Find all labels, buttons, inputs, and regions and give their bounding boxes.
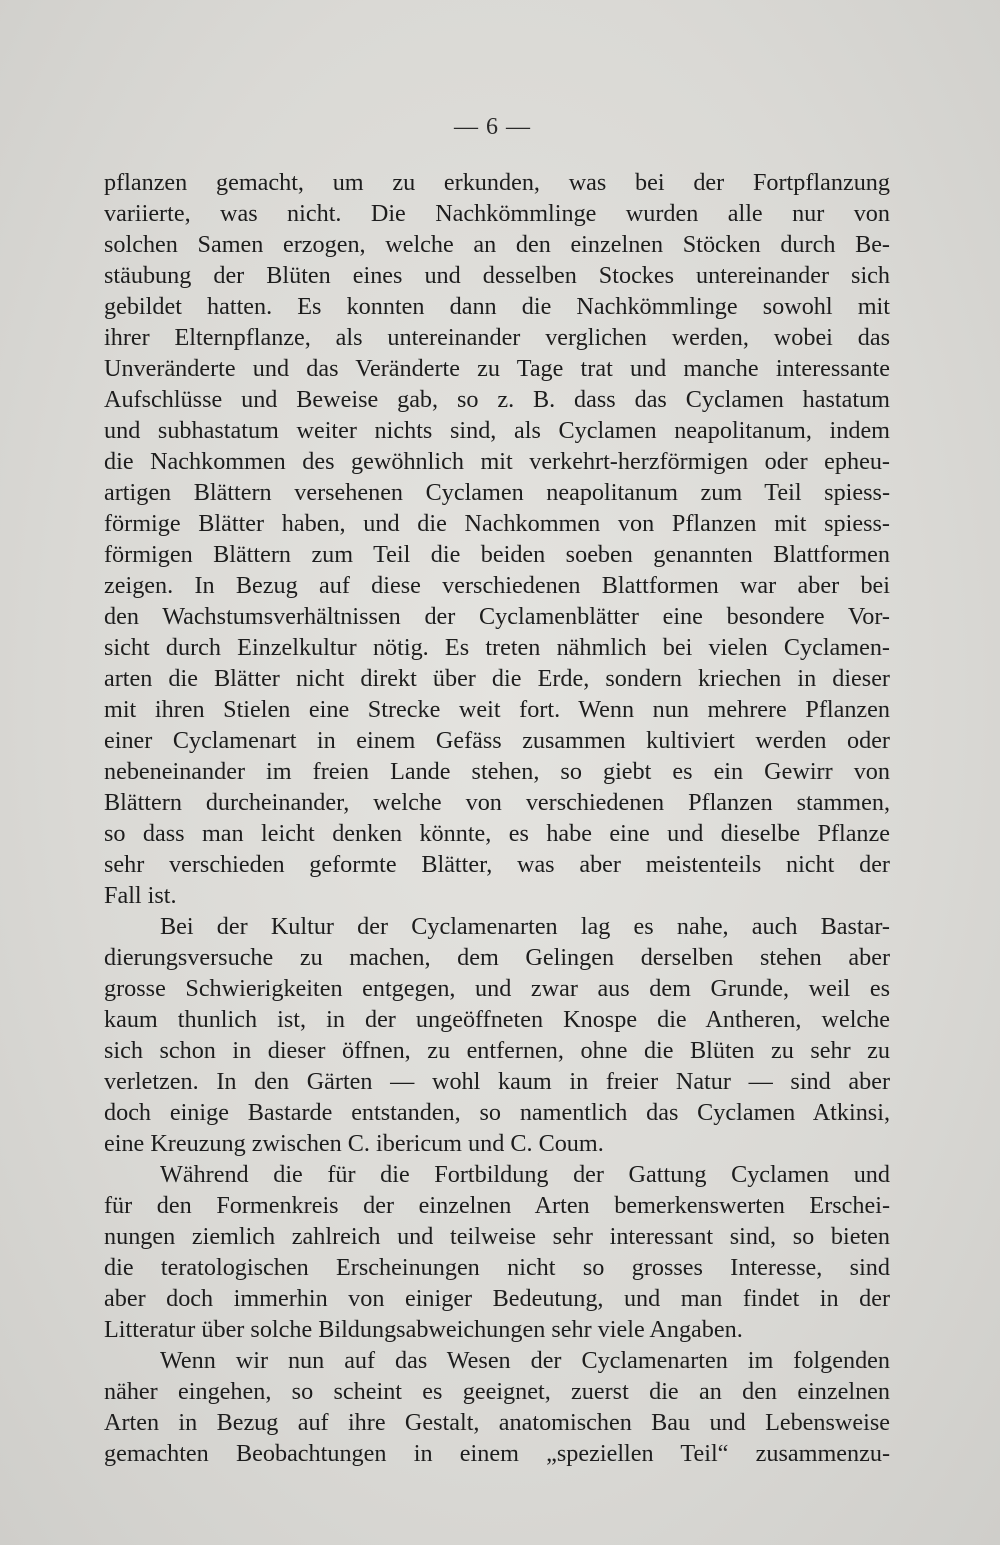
text-line: für den Formenkreis der einzelnen Arten bemerkenswerten Erschei- [104, 1192, 890, 1219]
text-line: nebeneinander im freien Lande stehen, so giebt es ein Gewirr von [104, 758, 890, 785]
text-line: sicht durch Einzelkultur nötig. Es treten nähmlich bei vielen Cyclamen- [104, 634, 890, 661]
text-line: Während die für die Fortbildung der Gattung Cyclamen und [160, 1161, 890, 1188]
text-line: solchen Samen erzogen, welche an den einzelnen Stöcken durch Be- [104, 231, 890, 258]
text-line: gemachten Beobachtungen in einem „speziellen Teil“ zusammenzu- [104, 1440, 890, 1467]
text-line: förmigen Blättern zum Teil die beiden soeben genannten Blattformen [104, 541, 890, 568]
text-line: verletzen. In den Gärten — wohl kaum in freier Natur — sind aber [104, 1068, 890, 1095]
text-line: die teratologischen Erscheinungen nicht so grosses Interesse, sind [104, 1254, 890, 1281]
text-line: Aufschlüsse und Beweise gab, so z. B. dass das Cyclamen hastatum [104, 386, 890, 413]
text-line: dierungsversuche zu machen, dem Gelingen derselben stehen aber [104, 944, 890, 971]
text-line: einer Cyclamenart in einem Gefäss zusammen kultiviert werden oder [104, 727, 890, 754]
text-line: aber doch immerhin von einiger Bedeutung, und man findet in der [104, 1285, 890, 1312]
body-text [104, 167, 890, 1469]
text-line: artigen Blättern versehenen Cyclamen neapolitanum zum Teil spiess- [104, 479, 890, 506]
text-line: den Wachstumsverhältnissen der Cyclamenblätter eine besondere Vor- [104, 603, 890, 630]
text-line: gebildet hatten. Es konnten dann die Nachkömmlinge sowohl mit [104, 293, 890, 320]
text-line: kaum thunlich ist, in der ungeöffneten Knospe die Antheren, welche [104, 1006, 890, 1033]
text-line: sich schon in dieser öffnen, zu entfernen, ohne die Blüten zu sehr zu [104, 1037, 890, 1064]
text-line: eine Kreuzung zwischen C. ibericum und C. Coum. [104, 1130, 604, 1157]
text-line: Unveränderte und das Veränderte zu Tage trat und manche interessante [104, 355, 890, 382]
text-line: Fall ist. [104, 882, 177, 909]
text-line: die Nachkommen des gewöhnlich mit verkehrt-herzförmigen oder epheu- [104, 448, 890, 475]
page-number: — 6 — [454, 114, 531, 140]
text-line: pflanzen gemacht, um zu erkunden, was bei der Fortpflanzung [104, 169, 890, 196]
text-line: Litteratur über solche Bildungsabweichungen sehr viele Angaben. [104, 1316, 743, 1343]
text-line: stäubung der Blüten eines und desselben Stockes untereinander sich [104, 262, 890, 289]
text-line: doch einige Bastarde entstanden, so namentlich das Cyclamen Atkinsi, [104, 1099, 890, 1126]
text-line: Blättern durcheinander, welche von verschiedenen Pflanzen stammen, [104, 789, 890, 816]
text-line: so dass man leicht denken könnte, es habe eine und dieselbe Pflanze [104, 820, 890, 847]
text-line: förmige Blätter haben, und die Nachkommen von Pflanzen mit spiess- [104, 510, 890, 537]
text-line: Wenn wir nun auf das Wesen der Cyclamenarten im folgenden [160, 1347, 890, 1374]
text-line: grosse Schwierigkeiten entgegen, und zwar aus dem Grunde, weil es [104, 975, 890, 1002]
text-line: zeigen. In Bezug auf diese verschiedenen Blattformen war aber bei [104, 572, 890, 599]
text-line: nungen ziemlich zahlreich und teilweise sehr interessant sind, so bieten [104, 1223, 890, 1250]
text-line: Bei der Kultur der Cyclamenarten lag es nahe, auch Bastar- [160, 913, 890, 940]
text-line: sehr verschieden geformte Blätter, was aber meistenteils nicht der [104, 851, 890, 878]
text-line: variierte, was nicht. Die Nachkömmlinge wurden alle nur von [104, 200, 890, 227]
text-line: näher eingehen, so scheint es geeignet, zuerst die an den einzelnen [104, 1378, 890, 1405]
text-line: und subhastatum weiter nichts sind, als Cyclamen neapolitanum, indem [104, 417, 890, 444]
text-line: arten die Blätter nicht direkt über die Erde, sondern kriechen in dieser [104, 665, 890, 692]
text-line: mit ihren Stielen eine Strecke weit fort. Wenn nun mehrere Pflanzen [104, 696, 890, 723]
text-line: Arten in Bezug auf ihre Gestalt, anatomischen Bau und Lebensweise [104, 1409, 890, 1436]
text-line: ihrer Elternpflanze, als untereinander verglichen werden, wobei das [104, 324, 890, 351]
